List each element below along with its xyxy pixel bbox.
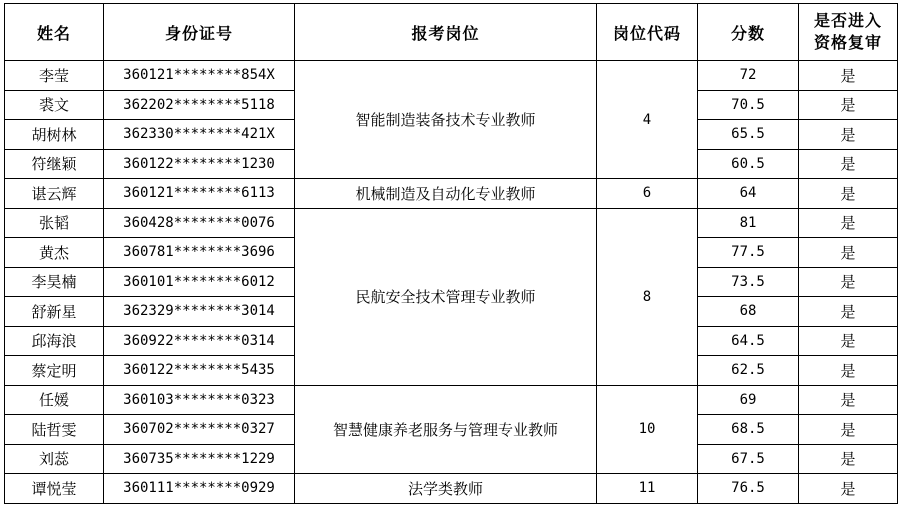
score-value: 68.5 [698, 415, 799, 445]
position-name: 法学类教师 [295, 474, 597, 504]
applicant-id: 360922********0314 [104, 326, 295, 356]
applicant-id: 360702********0327 [104, 415, 295, 445]
review-status: 是 [799, 120, 898, 150]
applicant-id: 360101********6012 [104, 267, 295, 297]
applicant-id: 360111********0929 [104, 474, 295, 504]
header-id: 身份证号 [104, 4, 295, 61]
review-status: 是 [799, 385, 898, 415]
position-code: 6 [597, 179, 698, 209]
review-status: 是 [799, 297, 898, 327]
score-value: 60.5 [698, 149, 799, 179]
applicant-name: 邱海浪 [5, 326, 104, 356]
applicant-name: 蔡定明 [5, 356, 104, 386]
header-code: 岗位代码 [597, 4, 698, 61]
review-status: 是 [799, 326, 898, 356]
score-value: 65.5 [698, 120, 799, 150]
review-status: 是 [799, 356, 898, 386]
score-value: 81 [698, 208, 799, 238]
review-status: 是 [799, 415, 898, 445]
applicant-id: 362202********5118 [104, 90, 295, 120]
score-value: 70.5 [698, 90, 799, 120]
score-value: 72 [698, 61, 799, 91]
score-value: 76.5 [698, 474, 799, 504]
score-value: 67.5 [698, 444, 799, 474]
score-value: 73.5 [698, 267, 799, 297]
score-value: 68 [698, 297, 799, 327]
position-code: 8 [597, 208, 698, 385]
review-status: 是 [799, 267, 898, 297]
results-table [4, 3, 898, 504]
applicant-id: 362329********3014 [104, 297, 295, 327]
position-name: 机械制造及自动化专业教师 [295, 179, 597, 209]
applicant-name: 黄杰 [5, 238, 104, 268]
applicant-name: 符继颖 [5, 149, 104, 179]
score-value: 62.5 [698, 356, 799, 386]
header-review: 是否进入资格复审 [799, 4, 898, 61]
applicant-name: 任媛 [5, 385, 104, 415]
applicant-id: 360121********6113 [104, 179, 295, 209]
applicant-name: 刘蕊 [5, 444, 104, 474]
header-score: 分数 [698, 4, 799, 61]
score-value: 64 [698, 179, 799, 209]
applicant-name: 谭悦莹 [5, 474, 104, 504]
review-status: 是 [799, 149, 898, 179]
position-name: 民航安全技术管理专业教师 [295, 208, 597, 385]
applicant-id: 360122********5435 [104, 356, 295, 386]
review-status: 是 [799, 444, 898, 474]
review-status: 是 [799, 179, 898, 209]
position-code: 11 [597, 474, 698, 504]
applicant-id: 360122********1230 [104, 149, 295, 179]
applicant-name: 李昊楠 [5, 267, 104, 297]
review-status: 是 [799, 474, 898, 504]
review-status: 是 [799, 90, 898, 120]
review-status: 是 [799, 238, 898, 268]
header-position: 报考岗位 [295, 4, 597, 61]
position-name: 智能制造装备技术专业教师 [295, 61, 597, 179]
score-value: 77.5 [698, 238, 799, 268]
review-status: 是 [799, 61, 898, 91]
header-name: 姓名 [5, 4, 104, 61]
applicant-name: 胡树林 [5, 120, 104, 150]
table-row [5, 385, 898, 415]
applicant-id: 360428********0076 [104, 208, 295, 238]
applicant-name: 裘文 [5, 90, 104, 120]
applicant-id: 360735********1229 [104, 444, 295, 474]
applicant-name: 张韬 [5, 208, 104, 238]
position-name: 智慧健康养老服务与管理专业教师 [295, 385, 597, 474]
applicant-id: 360121********854X [104, 61, 295, 91]
applicant-name: 舒新星 [5, 297, 104, 327]
table-body [5, 61, 898, 504]
applicant-name: 李莹 [5, 61, 104, 91]
applicant-id: 362330********421X [104, 120, 295, 150]
applicant-id: 360103********0323 [104, 385, 295, 415]
position-code: 4 [597, 61, 698, 179]
applicant-name: 陆哲雯 [5, 415, 104, 445]
table-row [5, 179, 898, 209]
score-value: 69 [698, 385, 799, 415]
applicant-name: 谌云辉 [5, 179, 104, 209]
header-row [5, 4, 898, 61]
position-code: 10 [597, 385, 698, 474]
table-row [5, 208, 898, 238]
table-header [5, 4, 898, 61]
score-value: 64.5 [698, 326, 799, 356]
table-row [5, 474, 898, 504]
review-status: 是 [799, 208, 898, 238]
table-row [5, 61, 898, 91]
applicant-id: 360781********3696 [104, 238, 295, 268]
